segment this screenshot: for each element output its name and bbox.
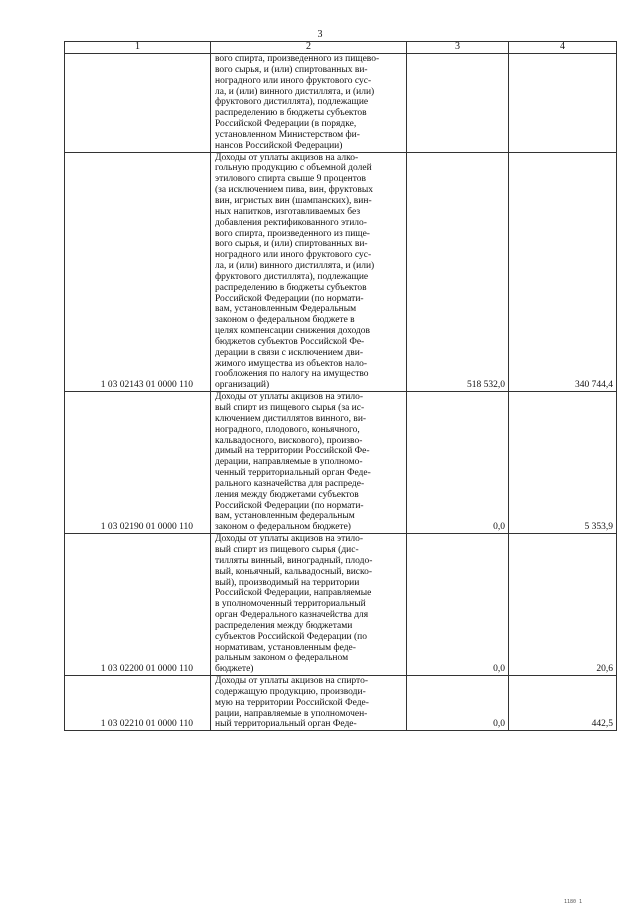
amount-col4-cell: 20,6 xyxy=(509,534,617,676)
description-line: распределения между бюджетами xyxy=(215,620,353,631)
description-line: вого сырья, и (или) спиртованных ви- xyxy=(215,64,368,75)
description-cell xyxy=(211,676,407,731)
description-line: этилового спирта свыше 9 процентов xyxy=(215,174,366,185)
description-line: ла, и (или) винного дистиллята, и (или) xyxy=(215,261,375,272)
header-cell-1: 1 xyxy=(65,42,211,54)
description-line: кальвадосного, вискового), произво- xyxy=(215,435,363,446)
footer-mark: 1180 1 xyxy=(564,899,583,905)
table-body xyxy=(65,42,617,731)
header-cell-4: 4 xyxy=(509,42,617,54)
table-row xyxy=(65,534,617,676)
description-line: фруктового дистиллята), подлежащие xyxy=(215,271,369,282)
description-line: вого спирта, произведенного из пищево- xyxy=(215,54,380,64)
description-line: дерации в связи с исключением дви- xyxy=(215,347,363,358)
table-header-row xyxy=(65,42,617,54)
description-line: в уполномоченный территориальный xyxy=(215,599,366,610)
description-line: вый), производимый на территории xyxy=(215,577,360,588)
amount-col3-cell: 0,0 xyxy=(407,676,509,731)
description-line: распределению в бюджеты субъектов xyxy=(215,108,367,119)
header-cell-3: 3 xyxy=(407,42,509,54)
description-line: Доходы от уплаты акцизов на этило- xyxy=(215,534,364,545)
table-row xyxy=(65,676,617,731)
description-line: Российской Федерации (по нормати- xyxy=(215,293,364,304)
description-line: целях компенсации снижения доходов xyxy=(215,326,371,337)
description-line: добавления ректификованного этило- xyxy=(215,217,367,228)
description-line: рации, направляемые в уполномочен- xyxy=(215,708,368,719)
budget-code-cell: 1 03 02210 01 0000 110 xyxy=(65,676,211,731)
description-cell xyxy=(211,392,407,534)
description-line: (за исключением пива, вин, фруктовых xyxy=(215,185,373,196)
description-line: вый спирт из пищевого сырья (за ис- xyxy=(215,403,365,413)
description-line: ления между бюджетами субъектов xyxy=(215,489,359,500)
header-cell-2: 2 xyxy=(211,42,407,54)
description-line: вин, игристых вин (шампанских), вин- xyxy=(215,195,372,206)
description-line: димый на территории Российской Фе- xyxy=(215,446,370,457)
description-line: ральным законом о федеральном xyxy=(215,653,349,664)
description-line: организаций) xyxy=(215,380,270,391)
amount-col4-cell xyxy=(509,54,617,153)
description-line: ченный территориальный орган Феде- xyxy=(215,468,371,479)
description-line: рального казначейства для распреде- xyxy=(215,478,365,489)
description-line: вам, установленным федеральным xyxy=(215,511,355,522)
amount-col4-cell: 442,5 xyxy=(509,676,617,731)
description-line: вый, коньячный, кальвадосный, виско- xyxy=(215,566,373,577)
description-line: ноградного, плодового, коньячного, xyxy=(215,424,360,435)
description-line: установленном Министерством фи- xyxy=(215,129,360,140)
description-line: нансов Российской Федерации) xyxy=(215,140,343,151)
description-cell xyxy=(211,54,407,153)
description-line: мую на территории Российской Феде- xyxy=(215,697,369,708)
budget-code-cell: 1 03 02200 01 0000 110 xyxy=(65,534,211,676)
description-line: вого сырья, и (или) спиртованных ви- xyxy=(215,239,368,250)
amount-col3-cell: 0,0 xyxy=(407,534,509,676)
description-line: вого спирта, произведенного из пище- xyxy=(215,228,370,239)
description-line: дерации, направляемые в уполномо- xyxy=(215,457,363,468)
description-line: ноградного или иного фруктового сус- xyxy=(215,75,372,86)
description-line: Российской Федерации, направляемые xyxy=(215,588,372,599)
amount-col4-cell: 340 744,4 xyxy=(509,152,617,392)
description-line: нормативам, установленным феде- xyxy=(215,642,356,653)
description-cell xyxy=(211,152,407,392)
amount-col3-cell: 518 532,0 xyxy=(407,152,509,392)
description-line: вам, установленным Федеральным xyxy=(215,304,357,315)
description-line: субъектов Российской Федерации (по xyxy=(215,631,367,642)
description-line: ный территориальный орган Феде- xyxy=(215,719,357,730)
description-line: фруктового дистиллята), подлежащие xyxy=(215,97,369,108)
description-line: гообложения по налогу на имущество xyxy=(215,369,369,380)
description-line: бюджетов субъектов Российской Фе- xyxy=(215,336,365,347)
amount-col3-cell: 0,0 xyxy=(407,392,509,534)
description-line: Доходы от уплаты акцизов на алко- xyxy=(215,152,359,163)
table-row xyxy=(65,152,617,392)
description-line: гольную продукцию с объемной долей xyxy=(215,163,372,174)
description-line: орган Федерального казначейства для xyxy=(215,610,369,621)
description-line: законом о федеральном бюджете в xyxy=(215,315,355,326)
description-line: ла, и (или) винного дистиллята, и (или) xyxy=(215,86,375,97)
amount-col3-cell xyxy=(407,54,509,153)
budget-code-cell xyxy=(65,54,211,153)
amount-col4-cell: 5 353,9 xyxy=(509,392,617,534)
table-row xyxy=(65,54,617,153)
description-line: законом о федеральном бюджете) xyxy=(215,522,351,533)
description-cell xyxy=(211,534,407,676)
budget-code-cell: 1 03 02190 01 0000 110 xyxy=(65,392,211,534)
description-line: бюджете) xyxy=(215,664,254,675)
description-line: распределению в бюджеты субъектов xyxy=(215,282,367,293)
description-line: жимого имущества из объектов нало- xyxy=(215,358,367,369)
table-row xyxy=(65,392,617,534)
revenue-table xyxy=(64,41,617,731)
description-line: ноградного или иного фруктового сус- xyxy=(215,250,372,261)
description-line: Российской Федерации (в порядке, xyxy=(215,119,357,130)
description-line: ключением дистиллятов винного, ви- xyxy=(215,413,367,424)
description-line: Доходы от уплаты акцизов на спирто- xyxy=(215,676,368,687)
description-line: Российской Федерации (по нормати- xyxy=(215,500,364,511)
description-line: тилляты винный, виноградный, плодо- xyxy=(215,555,373,566)
page-number: 3 xyxy=(317,29,323,40)
description-line: вый спирт из пищевого сырья (дис- xyxy=(215,544,359,555)
description-line: Доходы от уплаты акцизов на этило- xyxy=(215,392,364,403)
budget-code-cell: 1 03 02143 01 0000 110 xyxy=(65,152,211,392)
description-line: содержащую продукцию, производи- xyxy=(215,686,366,697)
description-line: ных напитков, изготавливаемых без xyxy=(215,206,361,217)
